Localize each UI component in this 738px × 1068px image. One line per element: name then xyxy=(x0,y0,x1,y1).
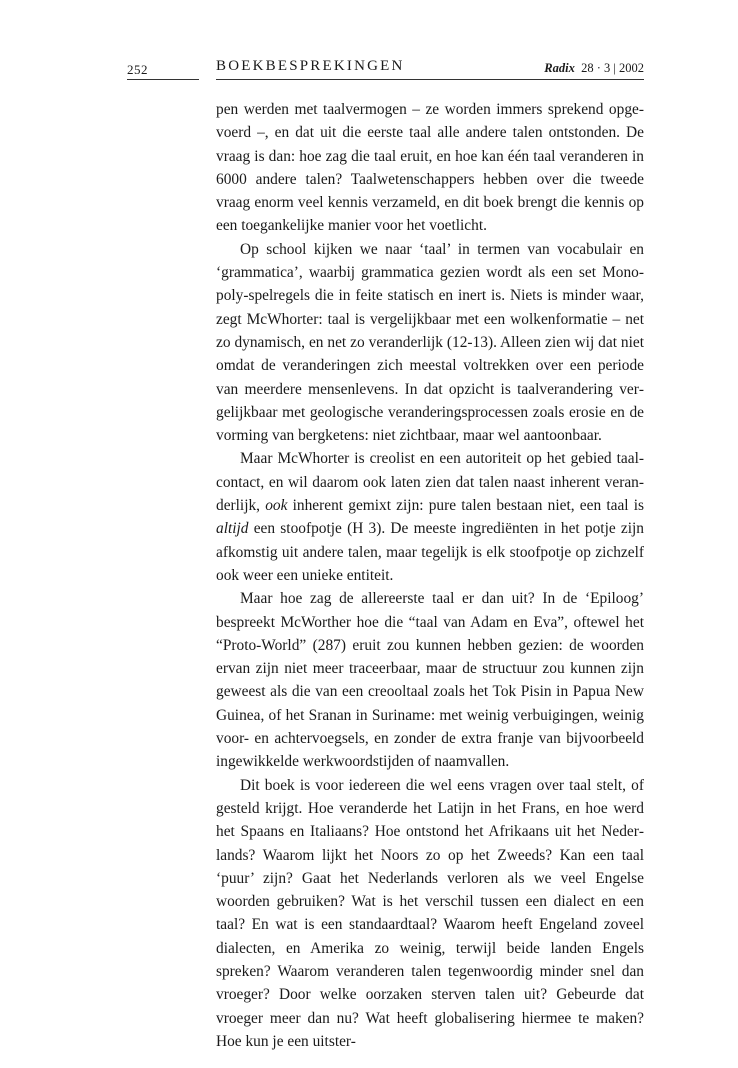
section-title: BOEKBESPREKINGEN xyxy=(216,58,405,74)
paragraph-text: Maar hoe zag de allereerste taal er dan uit? In de ‘Epiloog’ bespreekt McWorther hoe die “taal van Adam en Eva”, oftewel het “Proto-World” (287) eruit zou kunnen hebben gezien: de woorden ervan zijn niet meer traceerbaar, maar de structuur zou kunnen zijn geweest als die van een creooltaal zoals het Tok Pisin in Papua New Guinea, of het Sranan in Suriname: met weinig verbuigingen, weinig voor- en achtervoegsels, en zonder de extra franje van bijvoorbeeld ingewikkelde werkwoordstijden of naamvallen. xyxy=(216,590,644,771)
paragraph xyxy=(216,587,644,773)
emphasis-text: ook xyxy=(265,497,288,515)
paragraph xyxy=(216,98,644,238)
emphasis-text: altijd xyxy=(216,520,249,538)
journal-issue: 28 · 3 | 2002 xyxy=(581,61,644,75)
paragraph-text: pen werden met taalvermogen – ze worden immers sprekend opgevoerd –, en dat uit die eerste taal alle andere talen ontstonden. De vraag is dan: hoe zag die taal eruit, en hoe kan één taal veranderen in 6000 andere talen? Taalwetenschappers hebben over die tweede vraag enorm veel kennis verzameld, en dit boek brengt die kennis op een toegankelijke manier voor het voetlicht. xyxy=(216,101,644,235)
page-number: 252 xyxy=(127,62,148,77)
journal-reference xyxy=(544,61,644,76)
paragraph xyxy=(216,774,644,1054)
paragraph-text: een stoofpotje (H 3). De meeste ingrediënten in het potje zijn afkomstig uit andere talen, maar tegelijk is elk stoofpotje op zichzelf ook weer een unieke entiteit. xyxy=(216,520,644,584)
article-body xyxy=(216,98,644,1053)
header-rule-left xyxy=(127,79,199,80)
paragraph xyxy=(216,238,644,448)
journal-name: Radix xyxy=(544,61,575,75)
paragraph-text: Op school kijken we naar ‘taal’ in termen van vocabulair en ‘grammatica’, waarbij grammatica gezien wordt als een set Monopoly-spelregels die in feite statisch en inert is. Niets is minder waar, zegt McWhorter: taal is vergelijkbaar met een wolkenformatie – net zo dynamisch, en net zo veranderlijk (12-13). Alleen zien wij dat niet omdat de veranderingen zich meestal voltrekken over een periode van meerdere mensenlevens. In dat opzicht is taalverandering vergelijkbaar met geologische veranderingsprocessen zoals erosie en de vorming van bergketens: niet zichtbaar, maar wel aantoonbaar. xyxy=(216,240,644,445)
running-header xyxy=(216,58,644,80)
header-rule xyxy=(216,79,644,80)
paragraph-text: Dit boek is voor iedereen die wel eens vragen over taal stelt, of gesteld krijgt. Hoe veranderde het Latijn in het Frans, en hoe werd het Spaans en Italiaans? Hoe ontstond het Afrikaans uit het Nederlands? Waarom lijkt het Noors zo op het Zweeds? Kan een taal ‘puur’ zijn? Gaat het Nederlands verloren als we veel Engelse woorden gebruiken? Wat is het verschil tussen een dialect en een taal? En wat is een standaardtaal? Waarom heeft Engeland zoveel dialecten, en Amerika zo weinig, terwijl beide landen Engels spreken? Waarom veranderen talen tegenwoordig minder snel dan vroeger? Door welke oorzaken sterven talen uit? Gebeurde dat vroeger meer dan nu? Wat heeft globalisering hiermee te maken? Hoe kun je een uitster- xyxy=(216,776,644,1050)
paragraph xyxy=(216,447,644,587)
paragraph-text: Maar McWhorter is creolist en een autoriteit op het gebied taalcontact, en wil daarom ook laten zien dat talen naast inherent veranderlijk, xyxy=(216,450,644,515)
paragraph-text: inherent gemixt zijn: pure talen bestaan niet, een taal is xyxy=(287,497,645,515)
